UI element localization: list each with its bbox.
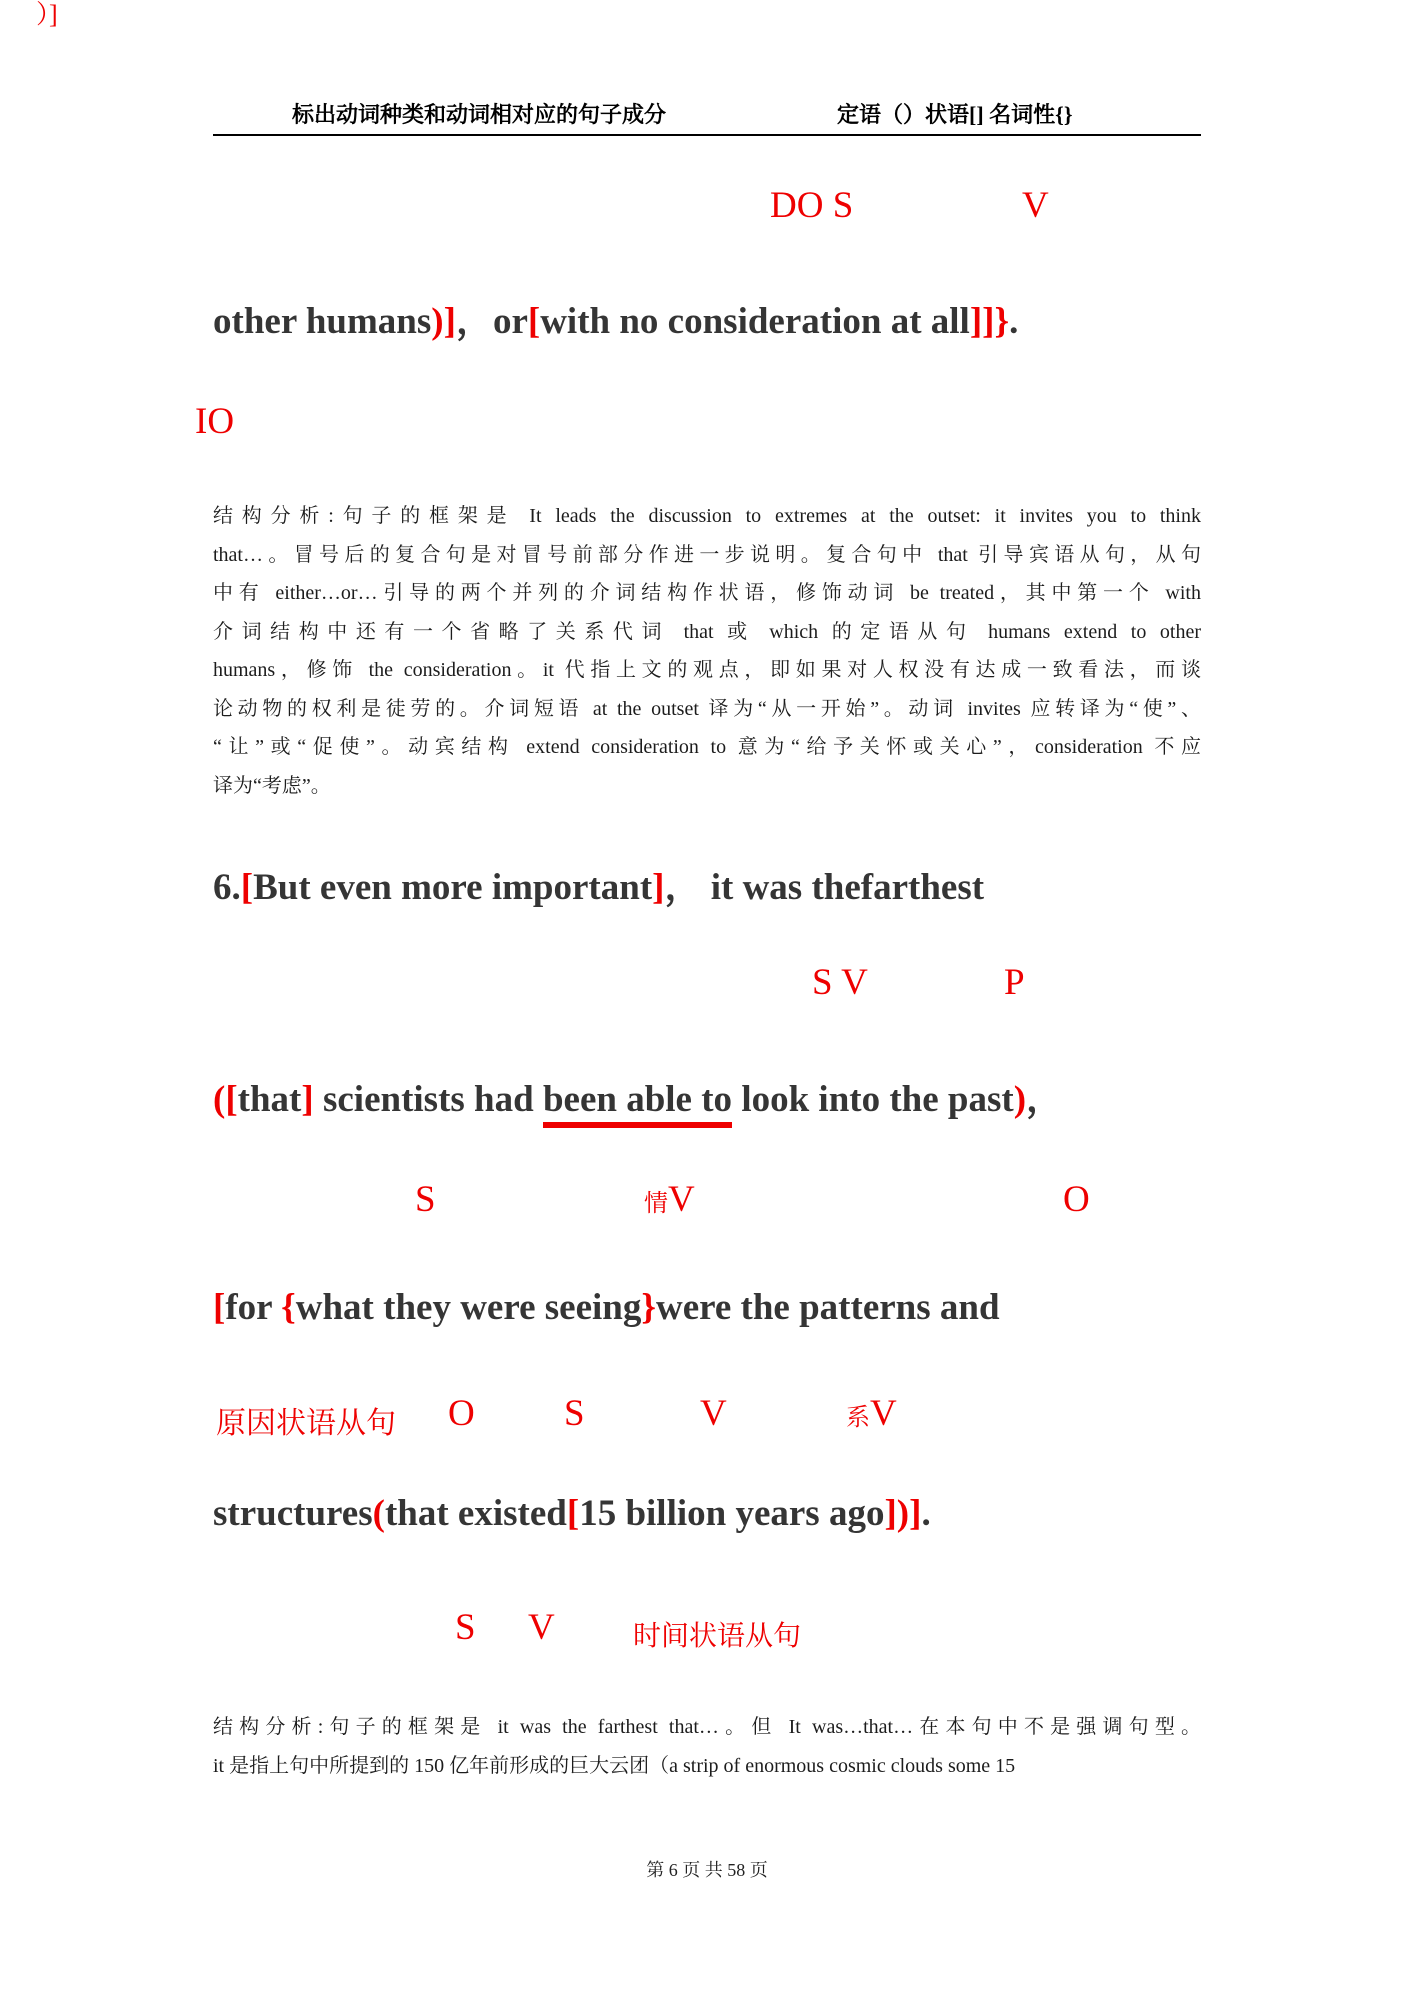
analysis-paragraph-6 [213, 1708, 1201, 1785]
annotation-xi-label: 系 [846, 1405, 870, 1431]
sentence6-line1: 6.[But even more important]， it was thefarthest [213, 867, 985, 908]
annotation-v-2: V [668, 1179, 695, 1220]
page-number-footer: 第 6 页 共 58 页 [646, 1860, 768, 1880]
analysis5-line: “让”或“促使”。动宾结构 extend consideration to 意为“给予关怀或关心”，consideration 不应 [213, 736, 1201, 758]
annotation-v-3: V [700, 1393, 727, 1434]
annotation-v-4: V [870, 1393, 897, 1434]
annotation-p: P [1004, 962, 1025, 1003]
analysis5-line: 中有 either…or…引导的两个并列的介词结构作状语，修饰动词 be treated，其中第一个 with [213, 582, 1201, 604]
annotation-o-2: O [448, 1393, 475, 1434]
sentence6-line3: [for {what they were seeing}were the patterns and [213, 1287, 1000, 1328]
annotation-reason-clause-label: 原因状语从句 [216, 1407, 396, 1440]
header-right-legend: 定语（）状语[] 名词性{} [837, 102, 1073, 127]
analysis5-line: that…。冒号后的复合句是对冒号前部分作进一步说明。复合句中 that 引导宾语从句，从句 [213, 543, 1201, 566]
analysis5-line: humans，修饰 the consideration。it 代指上文的观点，即如果对人权没有达成一致看法，而谈 [213, 659, 1201, 681]
annotation-s-v: S V [812, 962, 868, 1003]
header-left-title: 标出动词种类和动词相对应的句子成分 [292, 102, 667, 127]
annotation-qing-label: 情 [644, 1191, 668, 1217]
annotation-xi-v [846, 1392, 897, 1435]
annotation-s-2: S [415, 1179, 436, 1220]
analysis5-line: 译为“考虑”。 [213, 774, 331, 797]
sentence5-tail: other humans)]，or[with no consideration at all]]}. [213, 301, 1019, 342]
annotation-o-1: O [1063, 1179, 1090, 1220]
analysis5-line: 结构分析:句子的框架是 It leads the discussion to extremes at the outset: it invites you to think [213, 505, 1201, 527]
annotation-v-5: V [528, 1607, 555, 1648]
annotation-qing-v [644, 1178, 695, 1221]
annotation-v-1: V [1022, 185, 1049, 226]
annotation-s-4: S [455, 1607, 476, 1648]
header-rule [213, 134, 1201, 136]
annotation-s-3: S [564, 1393, 585, 1434]
analysis5-line: 介词结构中还有一个省略了关系代词 that 或 which 的定语从句 humans extend to other [213, 620, 1201, 643]
annotation-io: IO [195, 401, 235, 442]
annotation-time-clause-label: 时间状语从句 [633, 1621, 802, 1652]
annotation-do-s: DO S [770, 185, 854, 226]
sentence6-line2: ([that] scientists had been able to look into the past)， [213, 1068, 1063, 1122]
analysis5-line: 论动物的权利是徒劳的。介词短语 at the outset 译为“从一开始”。动词 invites 应转译为“使”、 [213, 697, 1201, 720]
analysis-paragraph-5 [213, 497, 1201, 805]
sentence6-line4: structures(that existed[15 billion years ago])]. [213, 1493, 931, 1534]
top-left-fragment: ）] [36, 0, 58, 29]
analysis6-line: 结构分析:句子的框架是 it was the farthest that…。但 It was…that…在本句中不是强调句型。 [213, 1716, 1201, 1738]
analysis6-line: it 是指上句中所提到的 150 亿年前形成的巨大云团（a strip of enormous cosmic clouds some 15 [213, 1754, 1016, 1777]
